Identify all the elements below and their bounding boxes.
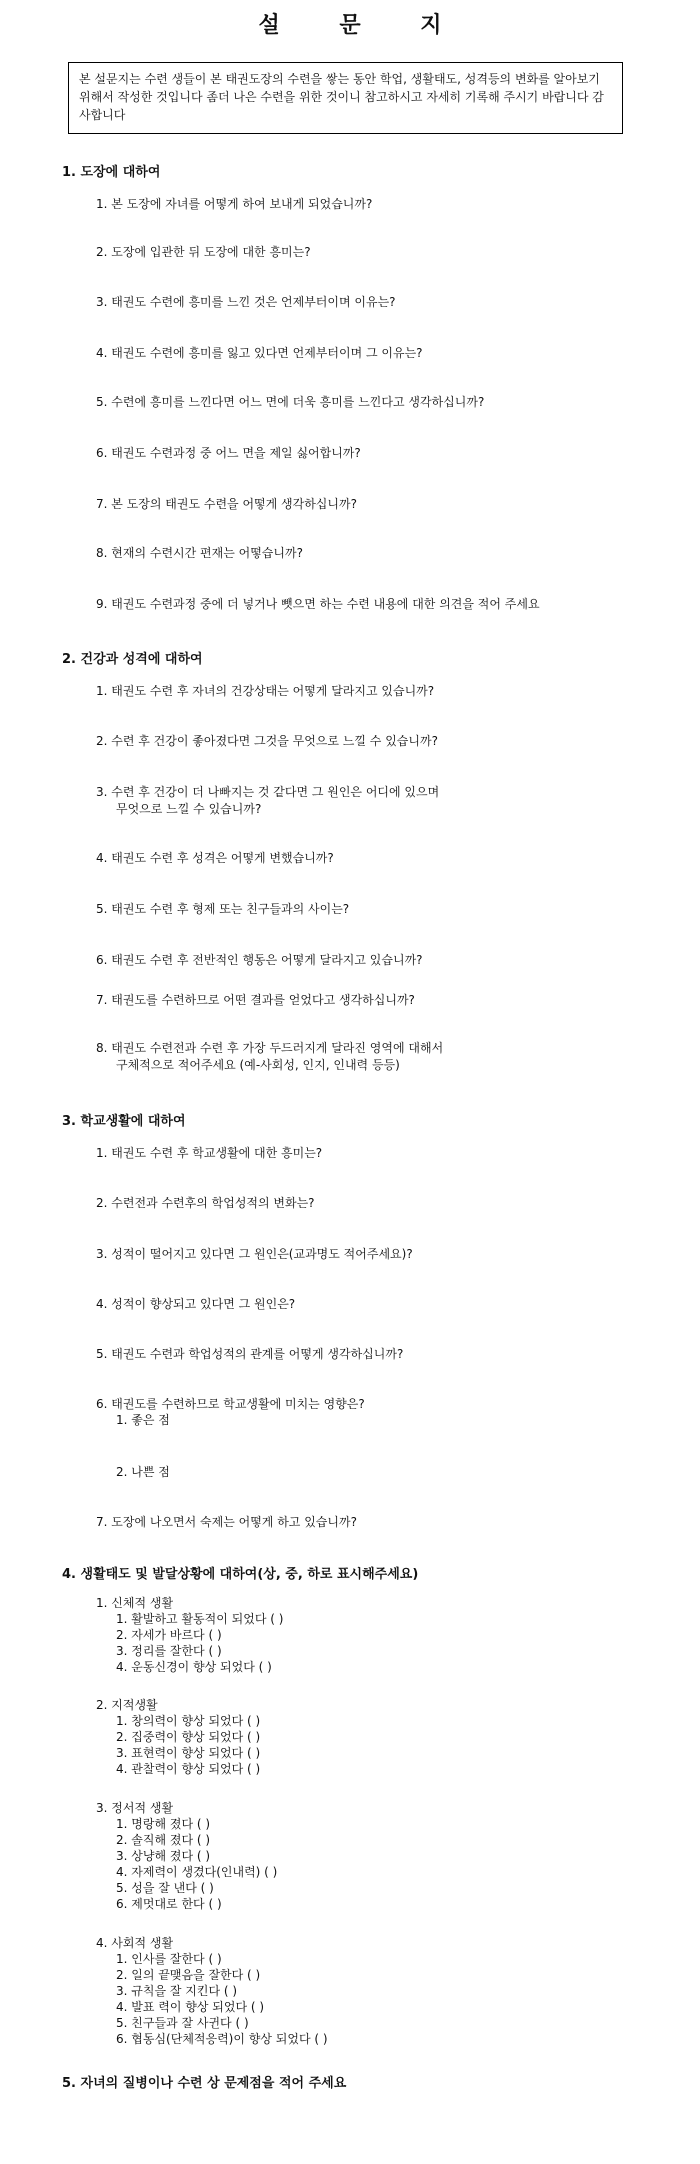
s2-question-2: 2. 수련 후 건강이 좋아졌다면 그것을 무엇으로 느낄 수 있습니까? xyxy=(96,734,438,748)
s4-social-item-2: 2. 일의 끝맺음을 잘한다 ( ) xyxy=(116,1968,261,1982)
s4-emotional-item-3: 3. 상냥해 졌다 ( ) xyxy=(116,1849,211,1863)
intro-box: 본 설문지는 수련 생들이 본 태권도장의 수련을 쌓는 동안 학업, 생활태도, 성격등의 변화를 알아보기 위해서 작성한 것입니다 좀더 나은 수련을 위한 것이니 참고하시고 자세히 기록해 주시기 바랍니다 감사합니다 xyxy=(68,62,623,134)
s4-physical-item-3: 3. 정리를 잘한다 ( ) xyxy=(116,1644,222,1658)
s4-social-item-6: 6. 협동심(단체적응력)이 향상 되었다 ( ) xyxy=(116,2032,328,2046)
s1-question-7: 7. 본 도장의 태권도 수련을 어떻게 생각하십니까? xyxy=(96,497,357,511)
s4-emotional-item-4: 4. 자제력이 생겼다(인내력) ( ) xyxy=(116,1865,278,1879)
s2-question-8-cont: 구체적으로 적어주세요 (예-사회성, 인지, 인내력 등등) xyxy=(116,1058,400,1072)
s1-question-4: 4. 태권도 수련에 흥미를 잃고 있다면 언제부터이며 그 이유는? xyxy=(96,346,423,360)
section-5-heading: 5. 자녀의 질병이나 수련 상 문제점을 적어 주세요 xyxy=(62,2076,347,2091)
s4-physical-item-4: 4. 운동신경이 향상 되었다 ( ) xyxy=(116,1660,272,1674)
section-2-heading: 2. 건강과 성격에 대하여 xyxy=(62,652,203,667)
s4-physical-item-2: 2. 자세가 바르다 ( ) xyxy=(116,1628,222,1642)
section-3-heading: 3. 학교생활에 대하여 xyxy=(62,1114,186,1129)
s4-social-item-1: 1. 인사를 잘한다 ( ) xyxy=(116,1952,222,1966)
s3-question-4: 4. 성적이 향상되고 있다면 그 원인은? xyxy=(96,1297,296,1311)
s3-question-6: 6. 태권도를 수련하므로 학교생활에 미치는 영향은? xyxy=(96,1397,365,1411)
s3-question-3: 3. 성적이 떨어지고 있다면 그 원인은(교과명도 적어주세요)? xyxy=(96,1247,413,1261)
s2-question-3-cont: 무엇으로 느낄 수 있습니까? xyxy=(116,802,262,816)
s4-intellectual-item-3: 3. 표현력이 향상 되었다 ( ) xyxy=(116,1746,261,1760)
s3-question-1: 1. 태권도 수련 후 학교생활에 대한 흥미는? xyxy=(96,1146,323,1160)
s4-physical-item-1: 1. 활발하고 활동적이 되었다 ( ) xyxy=(116,1612,284,1626)
s2-question-1: 1. 태권도 수련 후 자녀의 건강상태는 어떻게 달라지고 있습니까? xyxy=(96,684,435,698)
s1-question-1: 1. 본 도장에 자녀를 어떻게 하여 보내게 되었습니까? xyxy=(96,197,373,211)
s4-social-item-5: 5. 친구들과 잘 사귄다 ( ) xyxy=(116,2016,249,2030)
s1-question-5: 5. 수련에 흥미를 느낀다면 어느 면에 더욱 흥미를 느낀다고 생각하십니까? xyxy=(96,395,485,409)
s4-intellectual-item-2: 2. 집중력이 향상 되었다 ( ) xyxy=(116,1730,261,1744)
s4-social-item-4: 4. 발표 력이 향상 되었다 ( ) xyxy=(116,2000,265,2014)
section-1-heading: 1. 도장에 대하여 xyxy=(62,165,161,180)
s3-question-2: 2. 수련전과 수련후의 학업성적의 변화는? xyxy=(96,1196,315,1210)
section-4-heading: 4. 생활태도 및 발달상황에 대하여(상, 중, 하로 표시해주세요) xyxy=(62,1567,419,1582)
s2-question-8: 8. 태권도 수련전과 수련 후 가장 두드러지게 달라진 영역에 대해서 xyxy=(96,1041,444,1055)
s2-question-3: 3. 수련 후 건강이 더 나빠지는 것 같다면 그 원인은 어디에 있으며 xyxy=(96,785,440,799)
s3-question-5: 5. 태권도 수련과 학업성적의 관계를 어떻게 생각하십니까? xyxy=(96,1347,404,1361)
s3-question-7: 7. 도장에 나오면서 숙제는 어떻게 하고 있습니까? xyxy=(96,1515,357,1529)
s4-emotional-item-5: 5. 성을 잘 낸다 ( ) xyxy=(116,1881,214,1895)
s4-group-intellectual-label: 2. 지적생활 xyxy=(96,1698,158,1712)
s4-emotional-item-1: 1. 명랑해 졌다 ( ) xyxy=(116,1817,211,1831)
s4-intellectual-item-1: 1. 창의력이 향상 되었다 ( ) xyxy=(116,1714,261,1728)
s1-question-6: 6. 태권도 수련과정 중 어느 면을 제일 싫어합니까? xyxy=(96,446,361,460)
s4-group-physical-label: 1. 신체적 생활 xyxy=(96,1596,174,1610)
s4-emotional-item-6: 6. 제멋대로 한다 ( ) xyxy=(116,1897,222,1911)
s4-emotional-item-2: 2. 솔직해 졌다 ( ) xyxy=(116,1833,211,1847)
s1-question-2: 2. 도장에 입관한 뒤 도장에 대한 흥미는? xyxy=(96,245,311,259)
s1-question-9: 9. 태권도 수련과정 중에 더 넣거나 뺏으면 하는 수련 내용에 대한 의견을 적어 주세요 xyxy=(96,597,540,611)
s1-question-3: 3. 태권도 수련에 흥미를 느낀 것은 언제부터이며 이유는? xyxy=(96,295,396,309)
s4-intellectual-item-4: 4. 관찰력이 향상 되었다 ( ) xyxy=(116,1762,261,1776)
s4-group-emotional-label: 3. 정서적 생활 xyxy=(96,1801,174,1815)
s4-social-item-3: 3. 규칙을 잘 지킨다 ( ) xyxy=(116,1984,238,1998)
s2-question-7: 7. 태권도를 수련하므로 어떤 결과를 얻었다고 생각하십니까? xyxy=(96,993,415,1007)
s2-question-5: 5. 태권도 수련 후 형제 또는 친구들과의 사이는? xyxy=(96,902,350,916)
s3-question-6-good: 1. 좋은 점 xyxy=(116,1413,170,1427)
s2-question-6: 6. 태권도 수련 후 전반적인 행동은 어떻게 달라지고 있습니까? xyxy=(96,953,423,967)
s4-group-social-label: 4. 사회적 생활 xyxy=(96,1936,174,1950)
page-title: 설 문 지 xyxy=(258,13,468,38)
s1-question-8: 8. 현재의 수련시간 편재는 어떻습니까? xyxy=(96,546,303,560)
s2-question-4: 4. 태권도 수련 후 성격은 어떻게 변했습니까? xyxy=(96,851,334,865)
s3-question-6-bad: 2. 나쁜 점 xyxy=(116,1465,170,1479)
